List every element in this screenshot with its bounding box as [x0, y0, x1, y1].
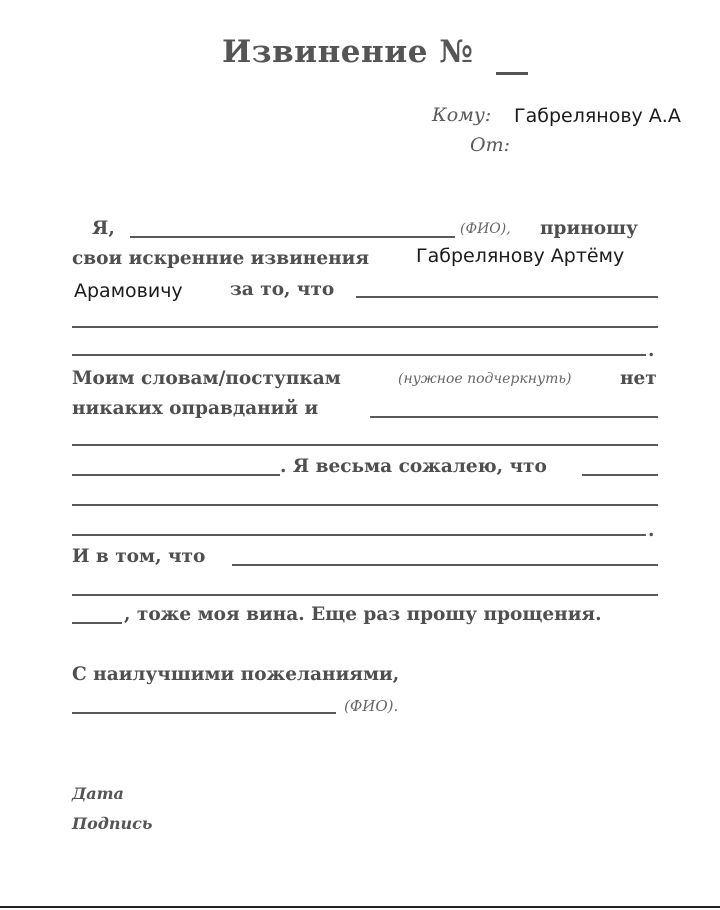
p1-for-what: за то, что [230, 279, 335, 300]
p2-none: нет [620, 368, 657, 389]
blank-line [72, 534, 646, 536]
period-mark: . [648, 340, 655, 361]
p1-i: Я, [92, 218, 115, 239]
p3-and-that: И в том, что [72, 546, 206, 567]
blank-line [356, 296, 658, 298]
blank-line [72, 444, 658, 446]
footer-signature: Подпись [72, 814, 153, 833]
to-label: Кому: [432, 104, 492, 126]
p2-my-words: Моим словам/поступкам [72, 368, 341, 389]
p2-no-excuse: никаких оправданий и [72, 398, 319, 419]
title-number-blank [496, 72, 528, 75]
from-label: От: [470, 134, 510, 156]
p1-fio-hint: (ФИО), [460, 221, 511, 237]
blank-line [72, 474, 280, 476]
blank-line [582, 474, 658, 476]
p1-bring: приношу [540, 218, 638, 239]
blank-line [232, 564, 658, 566]
footer-date: Дата [72, 784, 124, 803]
signature-name-line [72, 712, 336, 714]
recipient-name: Габрелянову Артёму [416, 245, 625, 267]
blank-line [370, 416, 658, 418]
blank-line [72, 622, 122, 624]
blank-line [72, 504, 658, 506]
bottom-divider [0, 906, 720, 908]
closing-regards: С наилучшими пожеланиями, [72, 664, 400, 685]
p3-my-fault: , тоже моя вина. Еще раз прошу прощения. [124, 604, 602, 625]
fio-blank-line [130, 236, 455, 238]
recipient-patronymic: Арамовичу [74, 280, 183, 302]
blank-line [72, 354, 646, 356]
p2-underline-hint: (нужное подчеркнуть) [398, 371, 572, 387]
to-value: Габрелянову А.А [514, 105, 681, 127]
p2-regret: . Я весьма сожалею, что [280, 456, 547, 477]
closing-fio-hint: (ФИО). [344, 697, 399, 715]
p1-sincere: свои искренние извинения [72, 248, 370, 269]
blank-line [72, 326, 658, 328]
period-mark: . [648, 520, 655, 541]
document-title: Извинение № [222, 34, 474, 70]
blank-line [72, 594, 658, 596]
